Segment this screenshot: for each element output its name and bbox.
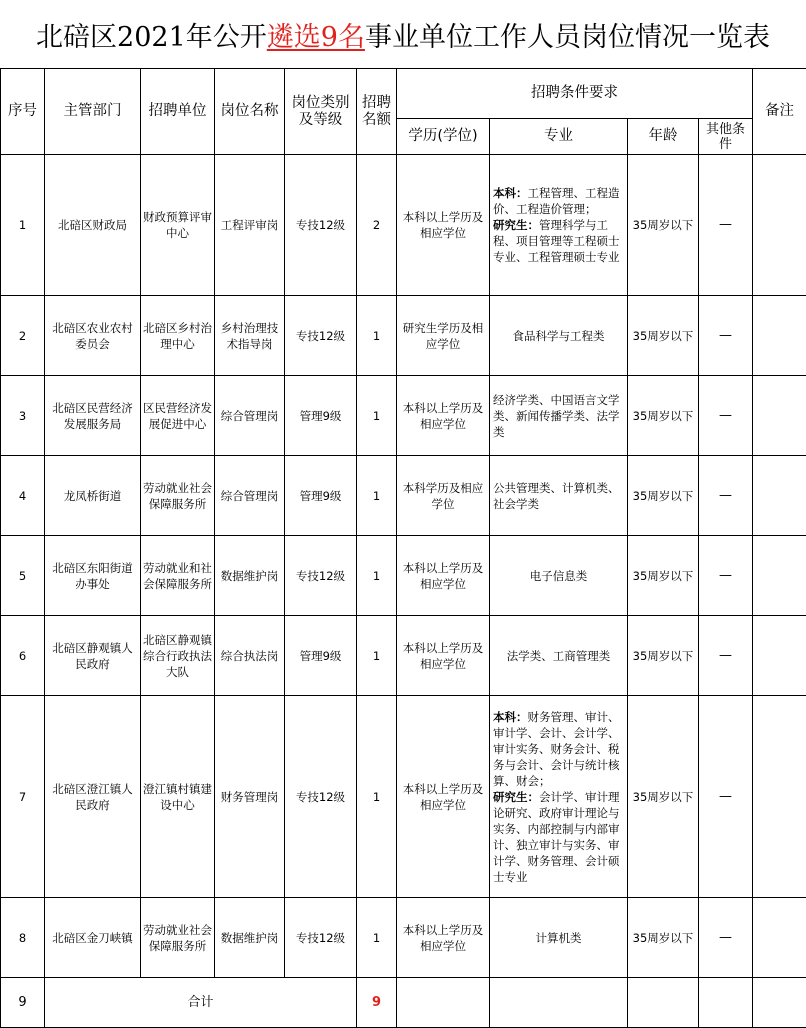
cell-post: 工程评审岗 <box>215 155 285 296</box>
cell-count: 2 <box>357 155 397 296</box>
cell-education: 本科以上学历及相应学位 <box>397 898 490 978</box>
cell-count: 1 <box>357 696 397 898</box>
cell-count: 1 <box>357 456 397 536</box>
cell-unit: 劳动就业社会保障服务所 <box>141 898 215 978</box>
cell-category: 专技12级 <box>285 155 357 296</box>
title-prefix: 北碚区2021年公开 <box>36 15 267 54</box>
cell-education: 本科以上学历及相应学位 <box>397 536 490 616</box>
cell-other: — <box>699 696 753 898</box>
header-post: 岗位名称 <box>215 69 285 155</box>
header-category: 岗位类别及等级 <box>285 69 357 155</box>
title-highlight: 遴选9名 <box>267 15 365 54</box>
cell-dept: 北碚区民营经济发展服务局 <box>45 376 141 456</box>
cell-seq: 1 <box>1 155 45 296</box>
table-row <box>1 616 806 696</box>
cell-age: 35周岁以下 <box>628 696 699 898</box>
cell-age: 35周岁以下 <box>628 456 699 536</box>
table-row <box>1 155 806 296</box>
cell-seq: 3 <box>1 376 45 456</box>
cell-age: 35周岁以下 <box>628 616 699 696</box>
cell-remark <box>753 898 806 978</box>
cell-post: 数据维护岗 <box>215 536 285 616</box>
major-undergrad-text: 工程管理、工程造价、工程造价管理； <box>493 186 620 216</box>
cell-seq: 7 <box>1 696 45 898</box>
cell-remark <box>753 536 806 616</box>
header-age: 年龄 <box>628 119 699 155</box>
cell-remark <box>753 376 806 456</box>
positions-table <box>0 68 806 1028</box>
header-education: 学历(学位) <box>397 119 490 155</box>
table-row <box>1 296 806 376</box>
cell-seq: 4 <box>1 456 45 536</box>
cell-seq: 5 <box>1 536 45 616</box>
major-undergrad-label: 本科： <box>493 186 528 200</box>
cell-category: 专技12级 <box>285 536 357 616</box>
table-row <box>1 696 806 898</box>
cell-education: 本科以上学历及相应学位 <box>397 155 490 296</box>
cell-other: — <box>699 376 753 456</box>
major-grad-text: 会计学、审计理论研究、政府审计理论与实务、内部控制与内部审计、独立审计与实务、审计学、财务管理、会计硕士专业 <box>493 790 620 884</box>
page-title <box>0 0 806 68</box>
cell-post: 综合管理岗 <box>215 376 285 456</box>
cell-seq: 6 <box>1 616 45 696</box>
cell-post: 财务管理岗 <box>215 696 285 898</box>
cell-age: 35周岁以下 <box>628 376 699 456</box>
cell-education: 本科以上学历及相应学位 <box>397 616 490 696</box>
major-undergrad-label: 本科： <box>493 710 528 724</box>
cell-dept: 北碚区金刀峡镇 <box>45 898 141 978</box>
cell-unit: 区民营经济发展促进中心 <box>141 376 215 456</box>
total-major <box>490 978 628 1028</box>
cell-major: 公共管理类、计算机类、社会学类 <box>490 456 628 536</box>
cell-other: — <box>699 536 753 616</box>
cell-dept: 龙凤桥街道 <box>45 456 141 536</box>
cell-age: 35周岁以下 <box>628 155 699 296</box>
cell-post: 综合管理岗 <box>215 456 285 536</box>
cell-major <box>490 155 628 296</box>
cell-dept: 北碚区澄江镇人民政府 <box>45 696 141 898</box>
cell-remark <box>753 155 806 296</box>
cell-unit: 劳动就业和社会保障服务所 <box>141 536 215 616</box>
cell-unit: 北碚区静观镇综合行政执法大队 <box>141 616 215 696</box>
cell-major: 法学类、工商管理类 <box>490 616 628 696</box>
major-undergrad-text: 财务管理、审计、审计学、会计、会计学、审计实务、财务会计、税务与会计、会计与统计核算、财会； <box>493 710 620 788</box>
cell-count: 1 <box>357 536 397 616</box>
header-other: 其他条件 <box>699 119 753 155</box>
total-count: 9 <box>357 978 397 1028</box>
cell-remark <box>753 696 806 898</box>
total-label: 合计 <box>45 978 357 1028</box>
table-row <box>1 536 806 616</box>
cell-other: — <box>699 155 753 296</box>
cell-dept: 北碚区财政局 <box>45 155 141 296</box>
header-requirements: 招聘条件要求 <box>397 69 753 119</box>
total-seq: 9 <box>1 978 45 1028</box>
table-row <box>1 456 806 536</box>
cell-seq: 2 <box>1 296 45 376</box>
cell-dept: 北碚区东阳街道办事处 <box>45 536 141 616</box>
cell-other: — <box>699 616 753 696</box>
cell-post: 乡村治理技术指导岗 <box>215 296 285 376</box>
major-grad-label: 研究生： <box>493 218 539 232</box>
cell-major: 计算机类 <box>490 898 628 978</box>
header-seq: 序号 <box>1 69 45 155</box>
cell-category: 管理9级 <box>285 376 357 456</box>
cell-category: 管理9级 <box>285 616 357 696</box>
header-dept: 主管部门 <box>45 69 141 155</box>
cell-seq: 8 <box>1 898 45 978</box>
header-major: 专业 <box>490 119 628 155</box>
cell-education: 本科学历及相应学位 <box>397 456 490 536</box>
major-grad-text: 管理科学与工程、项目管理等工程硕士专业、工程管理硕士专业 <box>493 218 620 264</box>
cell-education: 本科以上学历及相应学位 <box>397 376 490 456</box>
cell-age: 35周岁以下 <box>628 536 699 616</box>
table-row <box>1 898 806 978</box>
cell-category: 专技12级 <box>285 898 357 978</box>
header-count: 招聘名额 <box>357 69 397 155</box>
header-unit: 招聘单位 <box>141 69 215 155</box>
cell-count: 1 <box>357 898 397 978</box>
cell-major: 食品科学与工程类 <box>490 296 628 376</box>
cell-remark <box>753 296 806 376</box>
cell-category: 专技12级 <box>285 696 357 898</box>
table-row <box>1 376 806 456</box>
title-suffix: 事业单位工作人员岗位情况一览表 <box>365 15 770 54</box>
cell-count: 1 <box>357 376 397 456</box>
cell-age: 35周岁以下 <box>628 898 699 978</box>
cell-education: 本科以上学历及相应学位 <box>397 696 490 898</box>
cell-unit: 财政预算评审中心 <box>141 155 215 296</box>
cell-post: 数据维护岗 <box>215 898 285 978</box>
cell-count: 1 <box>357 296 397 376</box>
cell-major: 经济学类、中国语言文学类、新闻传播学类、法学类 <box>490 376 628 456</box>
total-row <box>1 978 806 1028</box>
cell-count: 1 <box>357 616 397 696</box>
cell-category: 管理9级 <box>285 456 357 536</box>
cell-education: 研究生学历及相应学位 <box>397 296 490 376</box>
cell-remark <box>753 456 806 536</box>
cell-age: 35周岁以下 <box>628 296 699 376</box>
major-grad-label: 研究生： <box>493 790 539 804</box>
total-remark <box>753 978 806 1028</box>
cell-other: — <box>699 296 753 376</box>
total-education <box>397 978 490 1028</box>
cell-dept: 北碚区静观镇人民政府 <box>45 616 141 696</box>
header-remark: 备注 <box>753 69 806 155</box>
cell-category: 专技12级 <box>285 296 357 376</box>
cell-unit: 澄江镇村镇建设中心 <box>141 696 215 898</box>
total-age <box>628 978 699 1028</box>
cell-unit: 劳动就业社会保障服务所 <box>141 456 215 536</box>
cell-other: — <box>699 456 753 536</box>
cell-other: — <box>699 898 753 978</box>
cell-dept: 北碚区农业农村委员会 <box>45 296 141 376</box>
cell-post: 综合执法岗 <box>215 616 285 696</box>
cell-unit: 北碚区乡村治理中心 <box>141 296 215 376</box>
cell-remark <box>753 616 806 696</box>
cell-major <box>490 696 628 898</box>
cell-major: 电子信息类 <box>490 536 628 616</box>
total-other <box>699 978 753 1028</box>
